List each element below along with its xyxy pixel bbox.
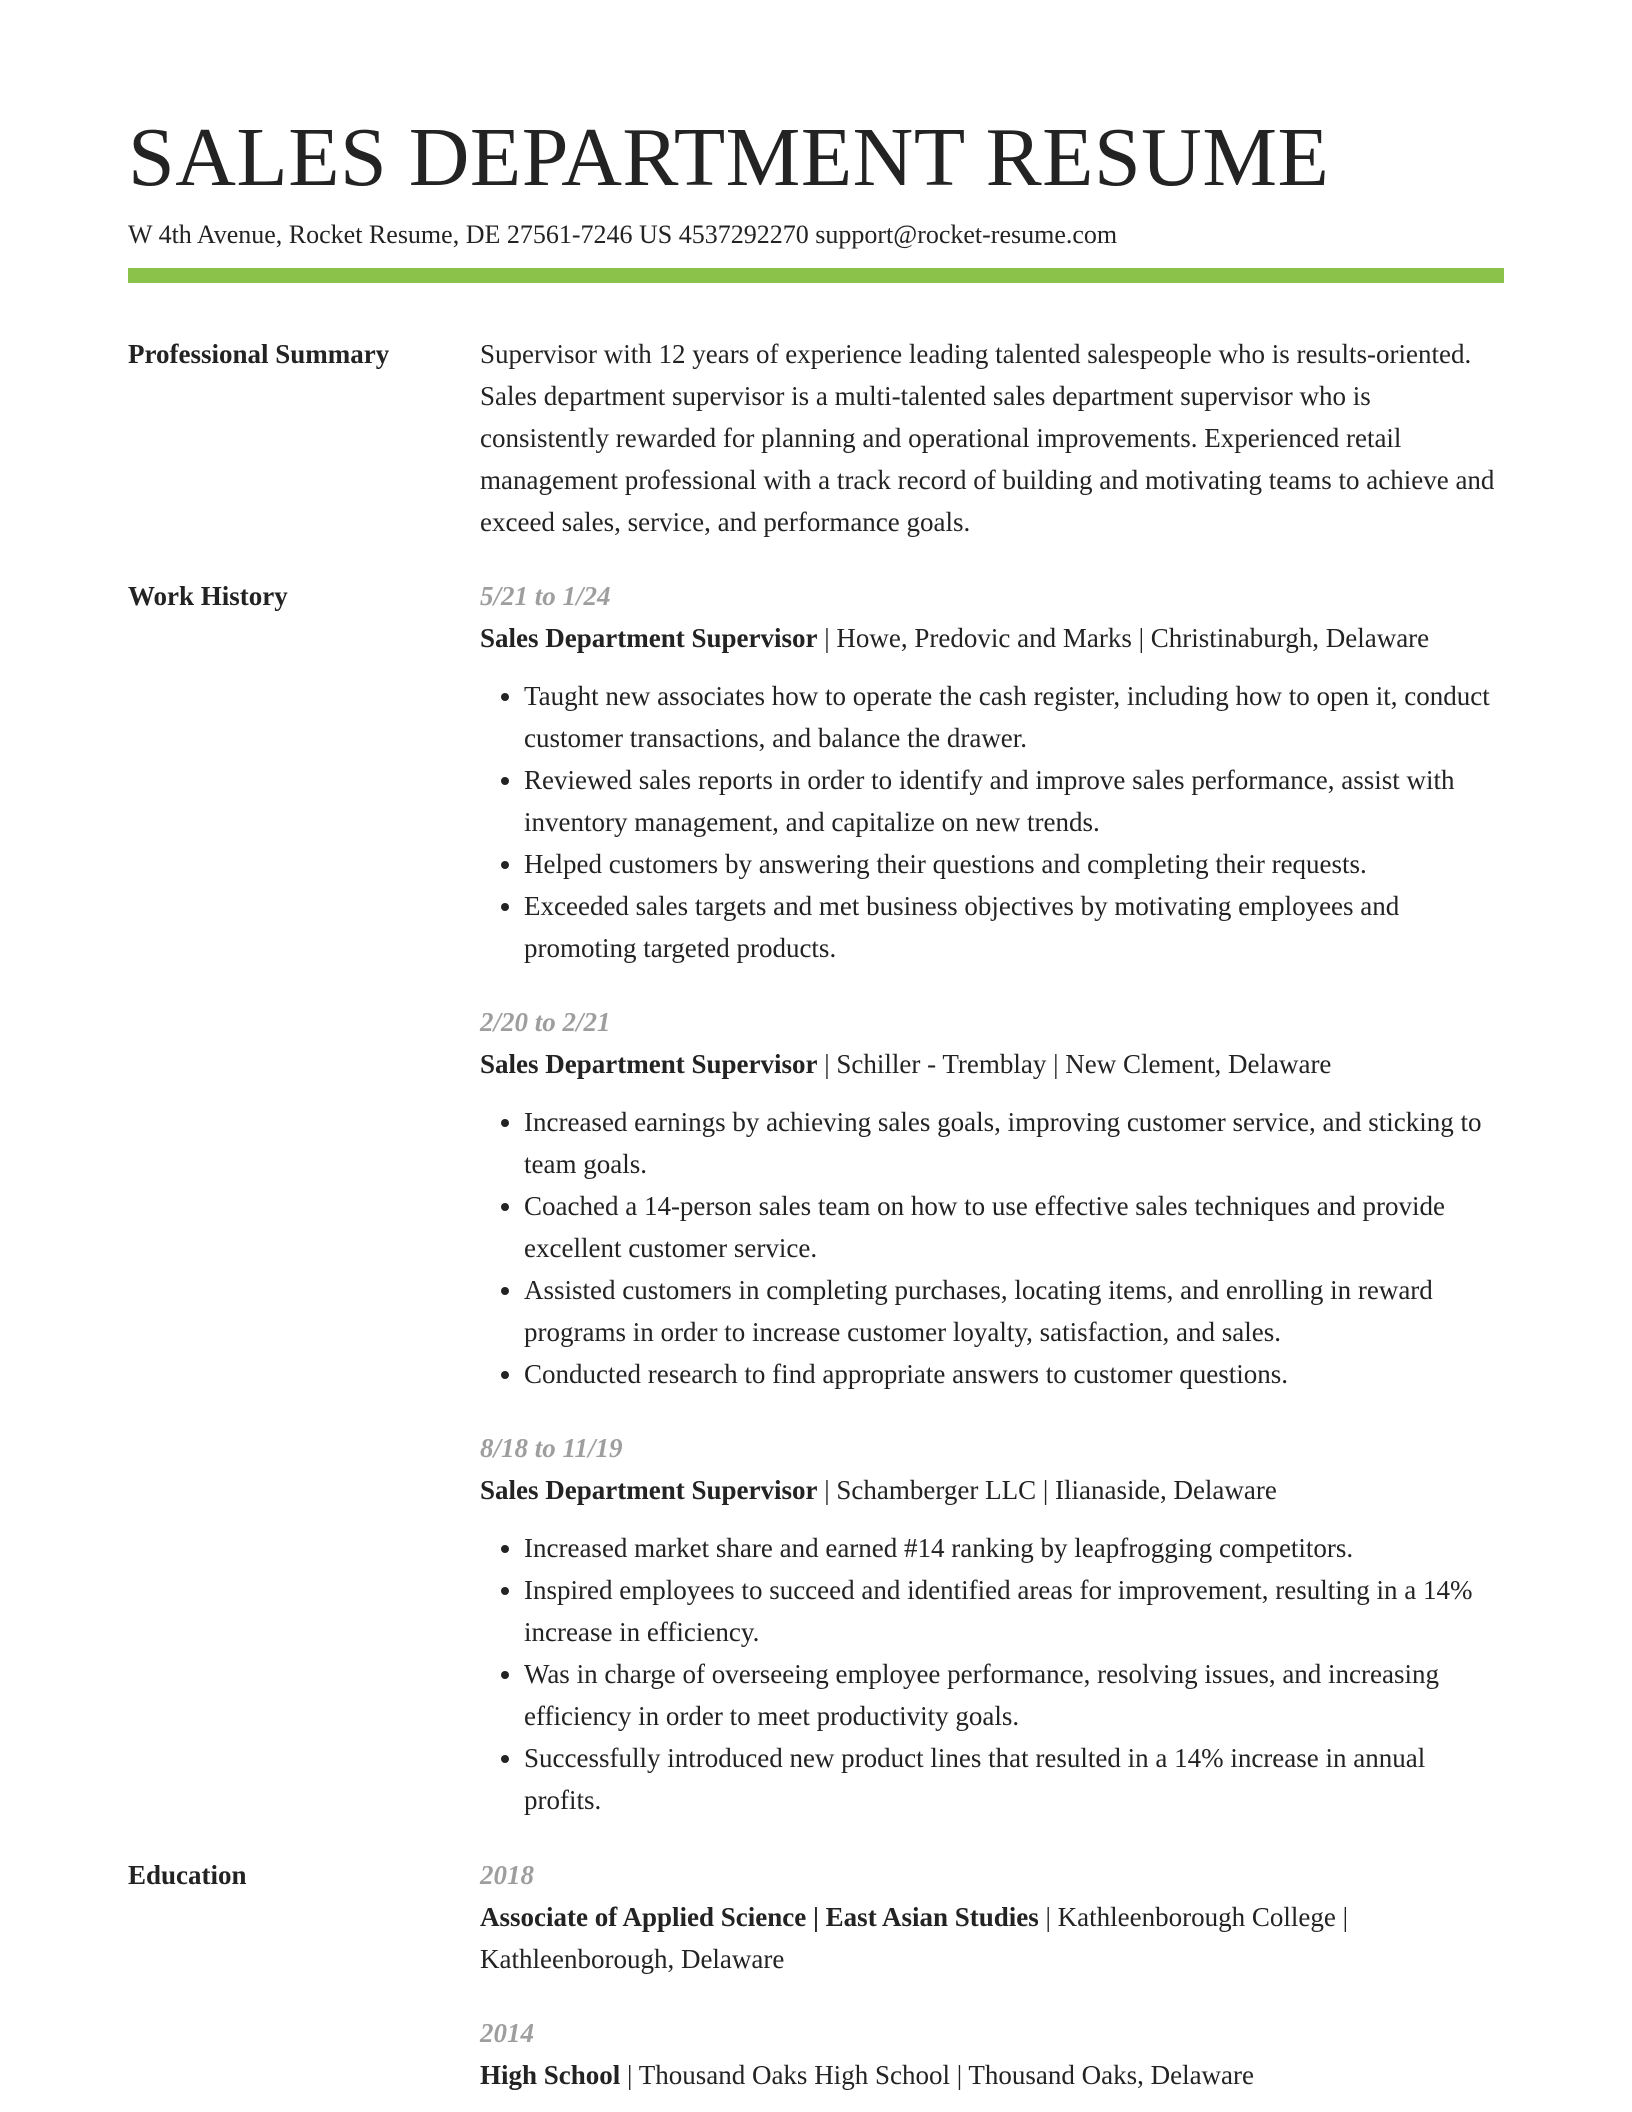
education-heading [480, 1896, 1504, 1980]
job-heading [480, 1469, 1504, 1511]
job-bullet: • Increased market share and earned #14 ranking by leapfrogging competitors. [524, 1527, 1504, 1569]
work-history-section [128, 575, 1504, 1821]
section-label-education: Education [128, 1860, 247, 1891]
contact-info: W 4th Avenue, Rocket Resume, DE 27561-7246 US 4537292270 support@rocket-resume.com [128, 220, 1118, 250]
job-dates: 8/18 to 11/19 [480, 1433, 623, 1464]
education-entry [480, 1854, 1504, 1980]
education-entry [480, 2012, 1504, 2096]
job-title: Sales Department Supervisor [480, 623, 818, 654]
education-year: 2014 [480, 2018, 534, 2049]
job-bullets [480, 675, 1504, 969]
education-section [128, 1854, 1504, 2096]
education-school: | Thousand Oaks High School | Thousand Oaks, Delaware [620, 2060, 1255, 2091]
job-bullets [480, 1527, 1504, 1821]
job-bullet: • Conducted research to find appropriate answers to customer questions. [524, 1353, 1504, 1395]
job-dates: 5/21 to 1/24 [480, 581, 611, 612]
job-bullet: • Was in charge of overseeing employee performance, resolving issues, and increasing efficiency in order to meet productivity goals. [524, 1653, 1504, 1737]
education-school: | Kathleenborough College | Kathleenborough, Delaware [480, 1902, 1348, 1975]
job-entry [480, 575, 1504, 969]
job-heading [480, 1043, 1504, 1085]
education-degree: Associate of Applied Science | East Asian Studies [480, 1902, 1039, 1933]
job-bullet: • Coached a 14-person sales team on how to use effective sales techniques and provide excellent customer service. [524, 1185, 1504, 1269]
summary-section [128, 333, 1504, 543]
job-employer: | Howe, Predovic and Marks | Christinaburgh, Delaware [817, 623, 1430, 654]
page-title: SALES DEPARTMENT RESUME [128, 111, 1330, 204]
section-label-summary: Professional Summary [128, 339, 390, 370]
job-bullet: • Inspired employees to succeed and identified areas for improvement, resulting in a 14% increase in efficiency. [524, 1569, 1504, 1653]
job-employer: | Schamberger LLC | Ilianaside, Delaware [817, 1475, 1277, 1506]
summary-text: Supervisor with 12 years of experience leading talented salespeople who is results-oriented. Sales department supervisor is a multi-talented sales department supervisor who is consistently rewarded for planning and operational improvements. Experienced retail management professional with a track record of building and motivating teams to achieve and exceed sales, service, and performance goals. [480, 339, 1495, 538]
job-bullet: • Reviewed sales reports in order to identify and improve sales performance, assist with inventory management, and capitalize on new trends. [524, 759, 1504, 843]
job-dates: 2/20 to 2/21 [480, 1007, 611, 1038]
job-employer: | Schiller - Tremblay | New Clement, Delaware [817, 1049, 1332, 1080]
job-bullet: • Helped customers by answering their questions and completing their requests. [524, 843, 1504, 885]
job-bullet: • Assisted customers in completing purchases, locating items, and enrolling in reward programs in order to increase customer loyalty, satisfaction, and sales. [524, 1269, 1504, 1353]
job-bullet: • Successfully introduced new product lines that resulted in a 14% increase in annual profits. [524, 1737, 1504, 1821]
job-bullets [480, 1101, 1504, 1395]
education-heading [480, 2054, 1504, 2096]
job-bullet: • Taught new associates how to operate the cash register, including how to open it, conduct customer transactions, and balance the drawer. [524, 675, 1504, 759]
accent-divider [128, 268, 1504, 283]
job-entry [480, 1001, 1504, 1395]
education-degree: High School [480, 2060, 621, 2091]
job-bullet: • Increased earnings by achieving sales goals, improving customer service, and sticking to team goals. [524, 1101, 1504, 1185]
section-label-work-history: Work History [128, 581, 288, 612]
education-year: 2018 [480, 1860, 534, 1891]
work-history-list [480, 575, 1504, 1821]
job-bullet: • Exceeded sales targets and met business objectives by motivating employees and promoting targeted products. [524, 885, 1504, 969]
job-entry [480, 1427, 1504, 1821]
job-title: Sales Department Supervisor [480, 1049, 818, 1080]
education-list [480, 1854, 1504, 2096]
job-heading [480, 617, 1504, 659]
job-title: Sales Department Supervisor [480, 1475, 818, 1506]
